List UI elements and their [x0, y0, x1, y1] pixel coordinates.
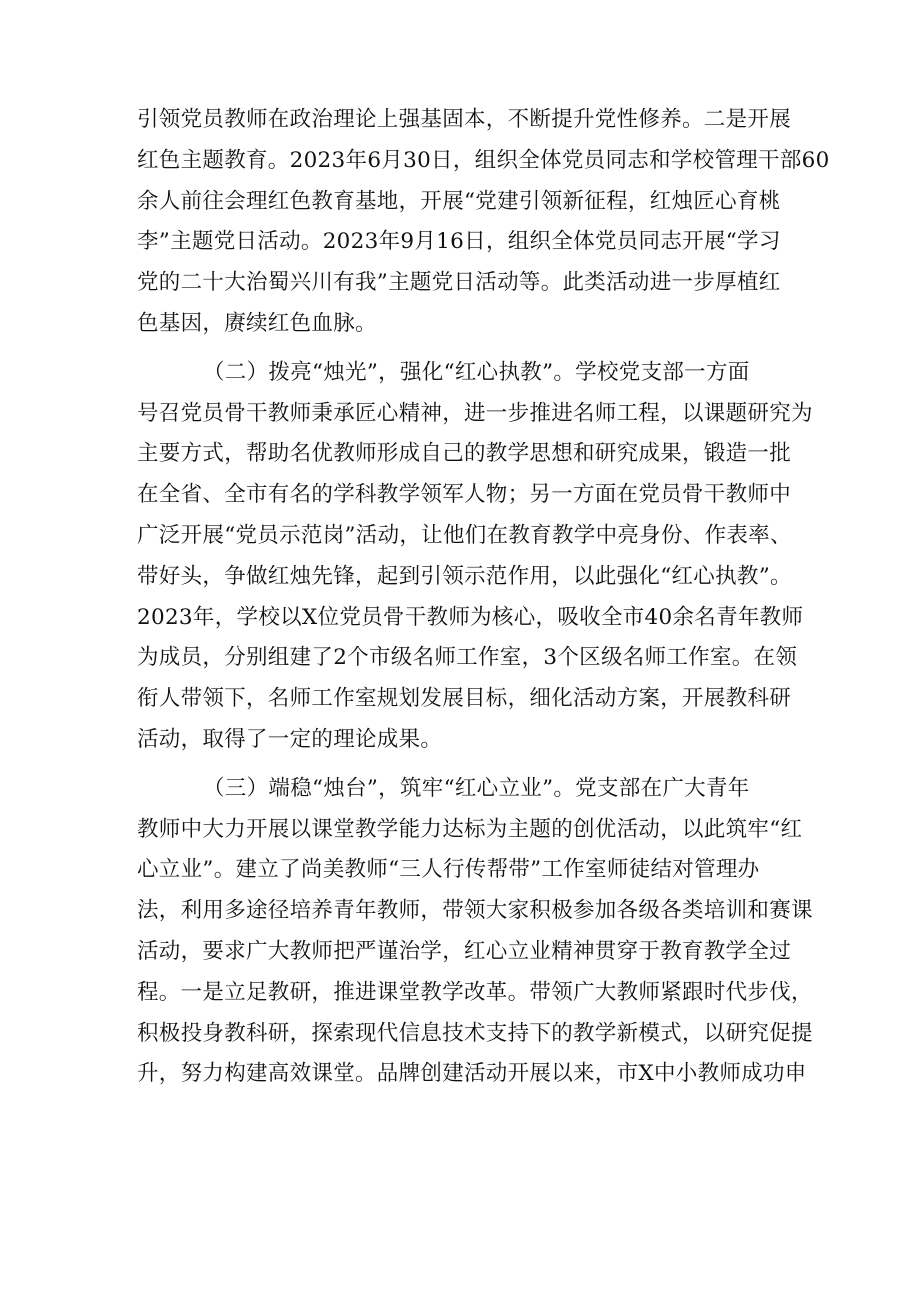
text-line: 广泛开展“党员示范岗”活动，让他们在教育教学中亮身份、作表率、: [137, 522, 792, 548]
text-line: 积极投身教科研，探索现代信息技术支持下的教学新模式，以研究促提: [137, 1020, 813, 1046]
text-line-first-indented: （三）端稳“烛台”，筑牢“红心立业”。党支部在广大青年: [203, 775, 750, 801]
text-line: 带好头，争做红烛先锋，起到引领示范作用，以此强化“红心执教”。: [137, 563, 792, 589]
text-line: 衔人带领下，名师工作室规划发展目标，细化活动方案，开展教科研: [137, 686, 792, 712]
text-line: 活动，取得了一定的理论成果。: [137, 726, 443, 752]
text-line: 2023年，学校以X位党员骨干教师为核心，吸收全市40余名青年教师: [137, 604, 804, 630]
text-line: 心立业”。建立了尚美教师“三人行传帮带”工作室师徒结对管理办: [137, 857, 760, 883]
text-line: 李”主题党日活动。2023年9月16日，组织全体党员同志开展“学习: [137, 229, 781, 255]
text-line: 程。一是立足教研，推进课堂教学改革。带领广大教师紧跟时代步伐，: [137, 979, 813, 1005]
paragraph-3: [137, 769, 813, 1095]
text-line: 升，努力构建高效课堂。品牌创建活动开展以来，市X中小教师成功申: [137, 1061, 807, 1087]
text-line: 党的二十大治蜀兴川有我”主题党日活动等。此类活动进一步厚植红: [137, 270, 781, 296]
text-line: 余人前往会理红色教育基地，开展“党建引领新征程，红烛匠心育桃: [137, 188, 781, 214]
text-line: 红色主题教育。2023年6月30日，组织全体党员同志和学校管理干部60: [137, 147, 830, 173]
text-line: 主要方式，帮助名优教师形成自己的教学思想和研究成果，锻造一批: [137, 441, 792, 467]
paragraph-gap: [137, 345, 789, 353]
text-line: 活动，要求广大教师把严谨治学，红心立业精神贯穿于教育教学全过: [137, 938, 792, 964]
text-line: 色基因，赓续红色血脉。: [137, 310, 377, 336]
text-line: 教师中大力开展以课堂教学能力达标为主题的创优活动，以此筑牢“红: [137, 816, 803, 842]
text-line: 号召党员骨干教师秉承匠心精神，进一步推进名师工程，以课题研究为: [137, 400, 813, 426]
paragraph-1: [137, 100, 830, 345]
text-line: 为成员，分别组建了2个市级名师工作室，3个区级名师工作室。在领: [137, 645, 798, 671]
paragraph-gap: [137, 761, 789, 769]
body-text: [137, 100, 830, 1095]
text-line: 在全省、全市有名的学科教学领军人物；另一方面在党员骨干教师中: [137, 482, 792, 508]
text-line: 法，利用多途径培养青年教师，带领大家积极参加各级各类培训和赛课: [137, 898, 813, 924]
text-line-first-indented: （二）拨亮“烛光”，强化“红心执教”。学校党支部一方面: [203, 359, 750, 385]
paragraph-2: [137, 353, 813, 761]
text-line: 引领党员教师在政治理论上强基固本，不断提升党性修养。二是开展: [137, 107, 792, 132]
